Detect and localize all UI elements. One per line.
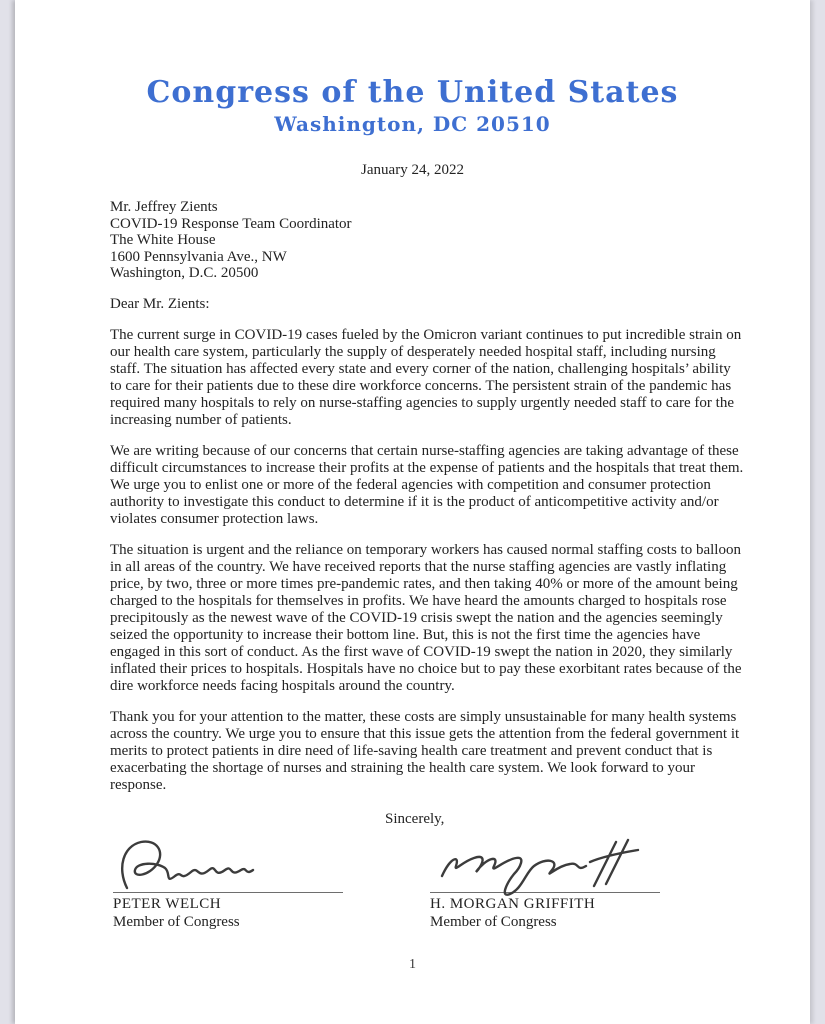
- recipient-role: COVID-19 Response Team Coordinator: [110, 215, 352, 232]
- letter-date: January 24, 2022: [361, 162, 464, 178]
- closing-sincerely: Sincerely,: [385, 810, 445, 827]
- recipient-address: [110, 199, 744, 282]
- signature-block-welch: [113, 834, 343, 931]
- signer-name: PETER WELCH: [113, 895, 222, 912]
- letter-page: [15, 0, 810, 1024]
- paragraph-2: We are writing because of our concerns that certain nurse-staffing agencies are taking advantage of these difficult circumstances to increase their profits at the expense of patients and the hospitals that treat them. We urge you to enlist one or more of the federal agencies with competition and consumer protection authority to investigate this conduct to determine if it is the product of anticompetitive activity and/or violates consumer protection laws.: [110, 442, 744, 527]
- paragraph-3: The situation is urgent and the reliance on temporary workers has caused normal staffing costs to balloon in all areas of the country. We have received reports that the nurse staffing agencies are vastly inflating price, by two, three or more times pre-pandemic rates, and then taking 40% or more of the amount being charged to the hospitals for themselves in profits. We have heard the amounts charged to hospitals rose precipitously as the newest wave of the COVID-19 crisis swept the nation and the agencies seemingly seized the opportunity to increase their bottom line. But, this is not the first time the agencies have engaged in this sort of conduct. As the first wave of COVID-19 swept the nation in 2020, they similarly inflated their prices to hospitals. Hospitals have no choice but to pay these exorbitant rates because of the dire workforce needs facing hospitals around the country.: [110, 541, 742, 694]
- salutation: Dear Mr. Zients:: [110, 295, 210, 312]
- recipient-name: Mr. Jeffrey Zients: [110, 199, 218, 215]
- recipient-street: 1600 Pennsylvania Ave., NW: [110, 248, 287, 265]
- recipient-city: Washington, D.C. 20500: [110, 265, 259, 281]
- signature-block-griffith: [430, 834, 660, 931]
- signer-title: Member of Congress: [113, 913, 240, 930]
- letterhead: [15, 0, 810, 136]
- paragraph-1: The current surge in COVID-19 cases fueled by the Omicron variant continues to put incredible strain on our health care system, particularly the supply of desperately needed hospital staff, including nursing staff. The situation has affected every state and every corner of the nation, challenging hospitals’ ability to care for their patients due to these dire workforce concerns. The persistent strain of the pandemic has required many hospitals to rely on nurse-staffing agencies to supply urgently needed staff to care for the increasing number of patients.: [110, 326, 742, 428]
- letter-body: [110, 199, 744, 931]
- signer-title: Member of Congress: [430, 913, 557, 930]
- morgan-griffith-signature-icon: [430, 834, 660, 890]
- letterhead-title: Congress of the United States: [146, 75, 679, 110]
- paragraph-4: Thank you for your attention to the matter, these costs are simply unsustainable for many health systems across the country. We urge you to ensure that this issue gets the attention from the federal government it merits to protect patients in dire need of life-saving health care treatment and prevent conduct that is exacerbating the shortage of nurses and straining the health care system. We look forward to your response.: [110, 708, 740, 793]
- recipient-org: The White House: [110, 232, 216, 248]
- letterhead-address: Washington, DC 20510: [274, 112, 551, 136]
- signature-row: [110, 834, 744, 931]
- page-number: 1: [409, 956, 416, 972]
- signer-name: H. MORGAN GRIFFITH: [430, 895, 596, 912]
- peter-welch-signature-icon: [113, 834, 343, 890]
